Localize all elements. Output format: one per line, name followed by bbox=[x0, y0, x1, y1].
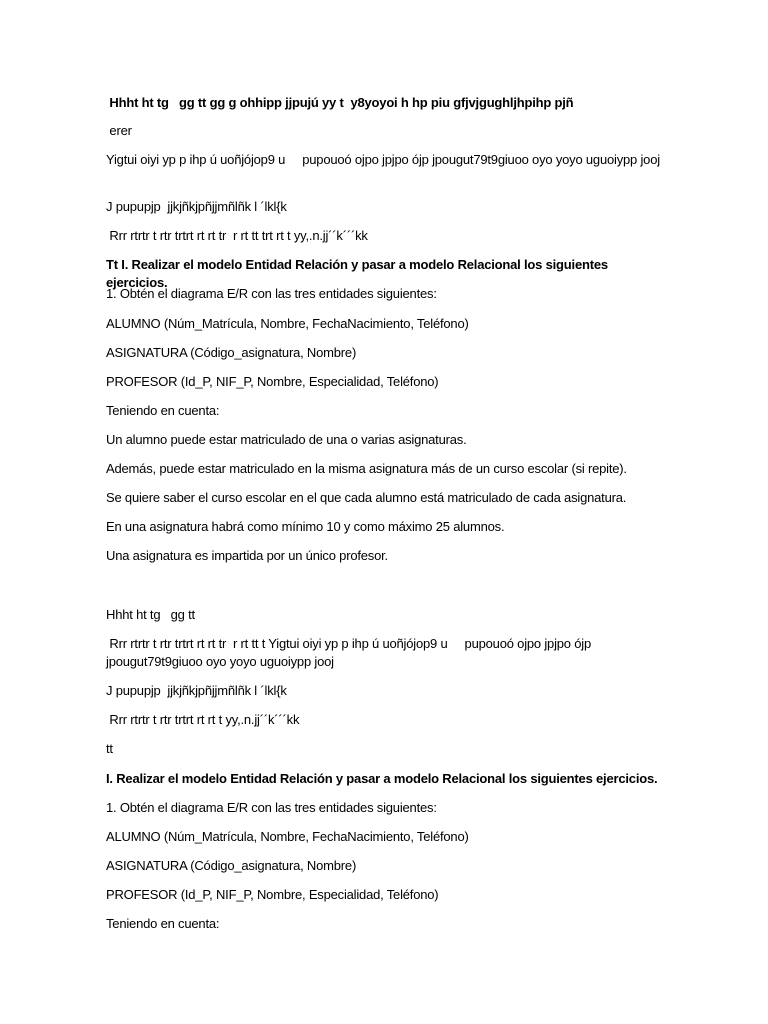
text-line: En una asignatura habrá como mínimo 10 y como máximo 25 alumnos. bbox=[106, 519, 505, 534]
text-line: 1. Obtén el diagrama E/R con las tres entidades siguientes: bbox=[106, 800, 437, 815]
text-line: Yigtui oiyi yp p ihp ú uoñjójop9 u pupouoó ojpo jpjpo ójp jpougut79t9giuoo oyo yoyo uguoiypp jooj bbox=[106, 152, 660, 167]
text-line: tt bbox=[106, 741, 113, 756]
text-line: Rrr rtrtr t rtr trtrt rt rt tr r rt tt trt rt t yy,.n.jj´´k´´´kk bbox=[106, 228, 368, 243]
text-line: erer bbox=[106, 123, 132, 138]
text-line: Rrr rtrtr t rtr trtrt rt rt t yy,.n.jj´´k´´´kk bbox=[106, 712, 300, 727]
exercise-heading: I. Realizar el modelo Entidad Relación y pasar a modelo Relacional los siguientes ejercicios. bbox=[106, 771, 658, 786]
text-line: Se quiere saber el curso escolar en el que cada alumno está matriculado de cada asignatura. bbox=[106, 490, 627, 505]
text-line: Hhht ht tg gg tt gg g ohhipp jjpujú yy t y8yoyoi h hp piu gfjvjgughljhpihp pjñ bbox=[106, 95, 574, 110]
text-line: Teniendo en cuenta: bbox=[106, 403, 220, 418]
text-line: Rrr rtrtr t rtr trtrt rt rt tr r rt tt t Yigtui oiyi yp p ihp ú uoñjójop9 u pupouoó ojpo jpjpo ójp jpougut79t9giuoo oyo yoyo uguoiypp jooj bbox=[106, 636, 595, 669]
text-line: Un alumno puede estar matriculado de una o varias asignaturas. bbox=[106, 432, 467, 447]
text-line: ALUMNO (Núm_Matrícula, Nombre, FechaNacimiento, Teléfono) bbox=[106, 316, 469, 331]
text-line: Hhht ht tg gg tt bbox=[106, 607, 195, 622]
text-line: Una asignatura es impartida por un único profesor. bbox=[106, 548, 388, 563]
text-line: J pupupjp jjkjñkjpñjjmñlñk l ´lkl{k bbox=[106, 683, 287, 698]
text-line: ASIGNATURA (Código_asignatura, Nombre) bbox=[106, 345, 357, 360]
text-line: Teniendo en cuenta: bbox=[106, 916, 220, 931]
text-line: PROFESOR (Id_P, NIF_P, Nombre, Especialidad, Teléfono) bbox=[106, 374, 439, 389]
text-line: J pupupjp jjkjñkjpñjjmñlñk l ´lkl{k bbox=[106, 199, 287, 214]
text-line: 1. Obtén el diagrama E/R con las tres entidades siguientes: bbox=[106, 286, 437, 301]
exercise-heading: Tt I. Realizar el modelo Entidad Relación y pasar a modelo Relacional los siguientes ejercicios. bbox=[106, 257, 612, 290]
text-line: Además, puede estar matriculado en la misma asignatura más de un curso escolar (si repite). bbox=[106, 461, 627, 476]
text-line: ASIGNATURA (Código_asignatura, Nombre) bbox=[106, 858, 357, 873]
text-line: ALUMNO (Núm_Matrícula, Nombre, FechaNacimiento, Teléfono) bbox=[106, 829, 469, 844]
text-line: PROFESOR (Id_P, NIF_P, Nombre, Especialidad, Teléfono) bbox=[106, 887, 439, 902]
